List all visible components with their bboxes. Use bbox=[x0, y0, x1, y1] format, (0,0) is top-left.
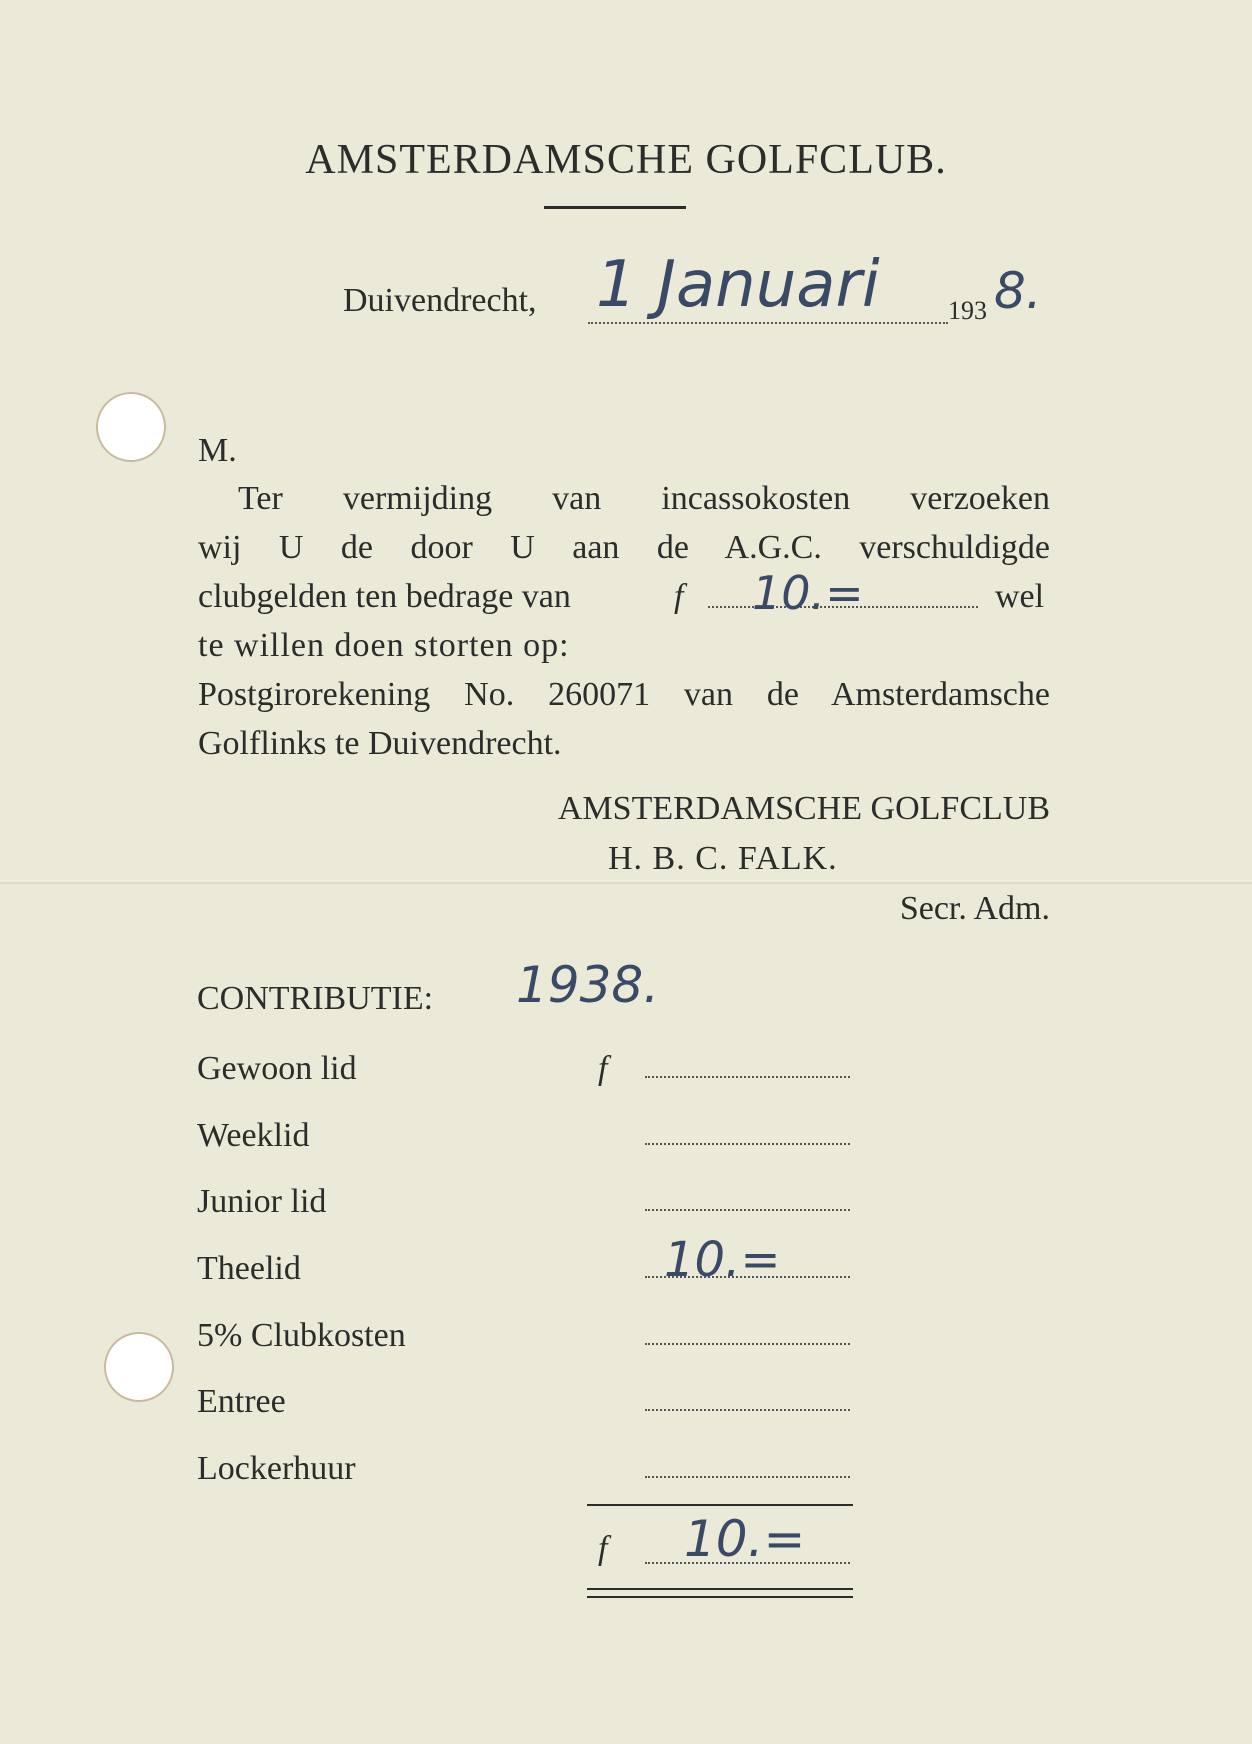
total-value: 10.= bbox=[684, 1510, 806, 1568]
row-label-clubkosten: 5% Clubkosten bbox=[197, 1317, 406, 1354]
punch-hole-top bbox=[96, 392, 166, 462]
row-label-entree: Entree bbox=[197, 1383, 286, 1420]
row-value-theelid: 10.= bbox=[664, 1232, 781, 1288]
total-double-rule-2 bbox=[587, 1596, 853, 1598]
club-title: AMSTERDAMSCHE GOLFCLUB. bbox=[305, 137, 947, 183]
date-handwritten-year: 8. bbox=[994, 262, 1042, 320]
date-printed-year: 193 bbox=[948, 296, 987, 325]
row-dotted-entree bbox=[645, 1409, 850, 1411]
contribution-label: CONTRIBUTIE: bbox=[197, 980, 434, 1017]
letter-line-5: Golflinks te Duivendrecht. bbox=[198, 725, 562, 762]
date-place: Duivendrecht, bbox=[343, 282, 537, 319]
total-double-rule-1 bbox=[587, 1588, 853, 1590]
row-label-gewoon-lid: Gewoon lid bbox=[197, 1050, 357, 1087]
signature-role: Secr. Adm. bbox=[899, 890, 1050, 927]
letter-line-1: Ter vermijding van incassokosten verzoeken bbox=[238, 480, 1050, 517]
letter-line-4: Postgirorekening No. 260071 van de Amsterdamsche bbox=[198, 676, 1050, 713]
amount-line-suffix: wel bbox=[995, 578, 1045, 615]
amount-line-prefix: clubgelden ten bedrage van bbox=[198, 578, 571, 615]
row-dotted-junior-lid bbox=[645, 1209, 850, 1211]
row-label-weeklid: Weeklid bbox=[197, 1117, 310, 1154]
row-currency: f bbox=[598, 1050, 608, 1087]
letter-line-3: te willen doen storten op: bbox=[198, 627, 570, 664]
row-label-junior-lid: Junior lid bbox=[197, 1183, 327, 1220]
contribution-handwritten-year: 1938. bbox=[516, 956, 660, 1014]
fold-crease bbox=[0, 880, 1252, 884]
row-dotted-gewoon-lid bbox=[645, 1076, 850, 1078]
handwritten-amount: 10.= bbox=[752, 566, 864, 620]
punch-hole-bottom bbox=[104, 1332, 174, 1402]
signature-name: H. B. C. FALK. bbox=[608, 840, 838, 877]
letter-line-2: wij U de door U aan de A.G.C. verschuldigde bbox=[198, 529, 1050, 566]
total-rule-top bbox=[587, 1504, 853, 1506]
salutation: M. bbox=[198, 432, 237, 469]
date-handwritten: 1 Januari bbox=[596, 248, 880, 322]
row-dotted-weeklid bbox=[645, 1143, 850, 1145]
total-currency: f bbox=[598, 1530, 608, 1567]
date-dotted-line bbox=[588, 322, 948, 324]
row-dotted-clubkosten bbox=[645, 1343, 850, 1345]
row-label-theelid: Theelid bbox=[197, 1250, 301, 1287]
title-rule bbox=[544, 206, 686, 209]
row-dotted-lockerhuur bbox=[645, 1476, 850, 1478]
row-label-lockerhuur: Lockerhuur bbox=[197, 1450, 356, 1487]
amount-currency: f bbox=[674, 578, 684, 615]
signature-club: AMSTERDAMSCHE GOLFCLUB bbox=[557, 790, 1050, 827]
